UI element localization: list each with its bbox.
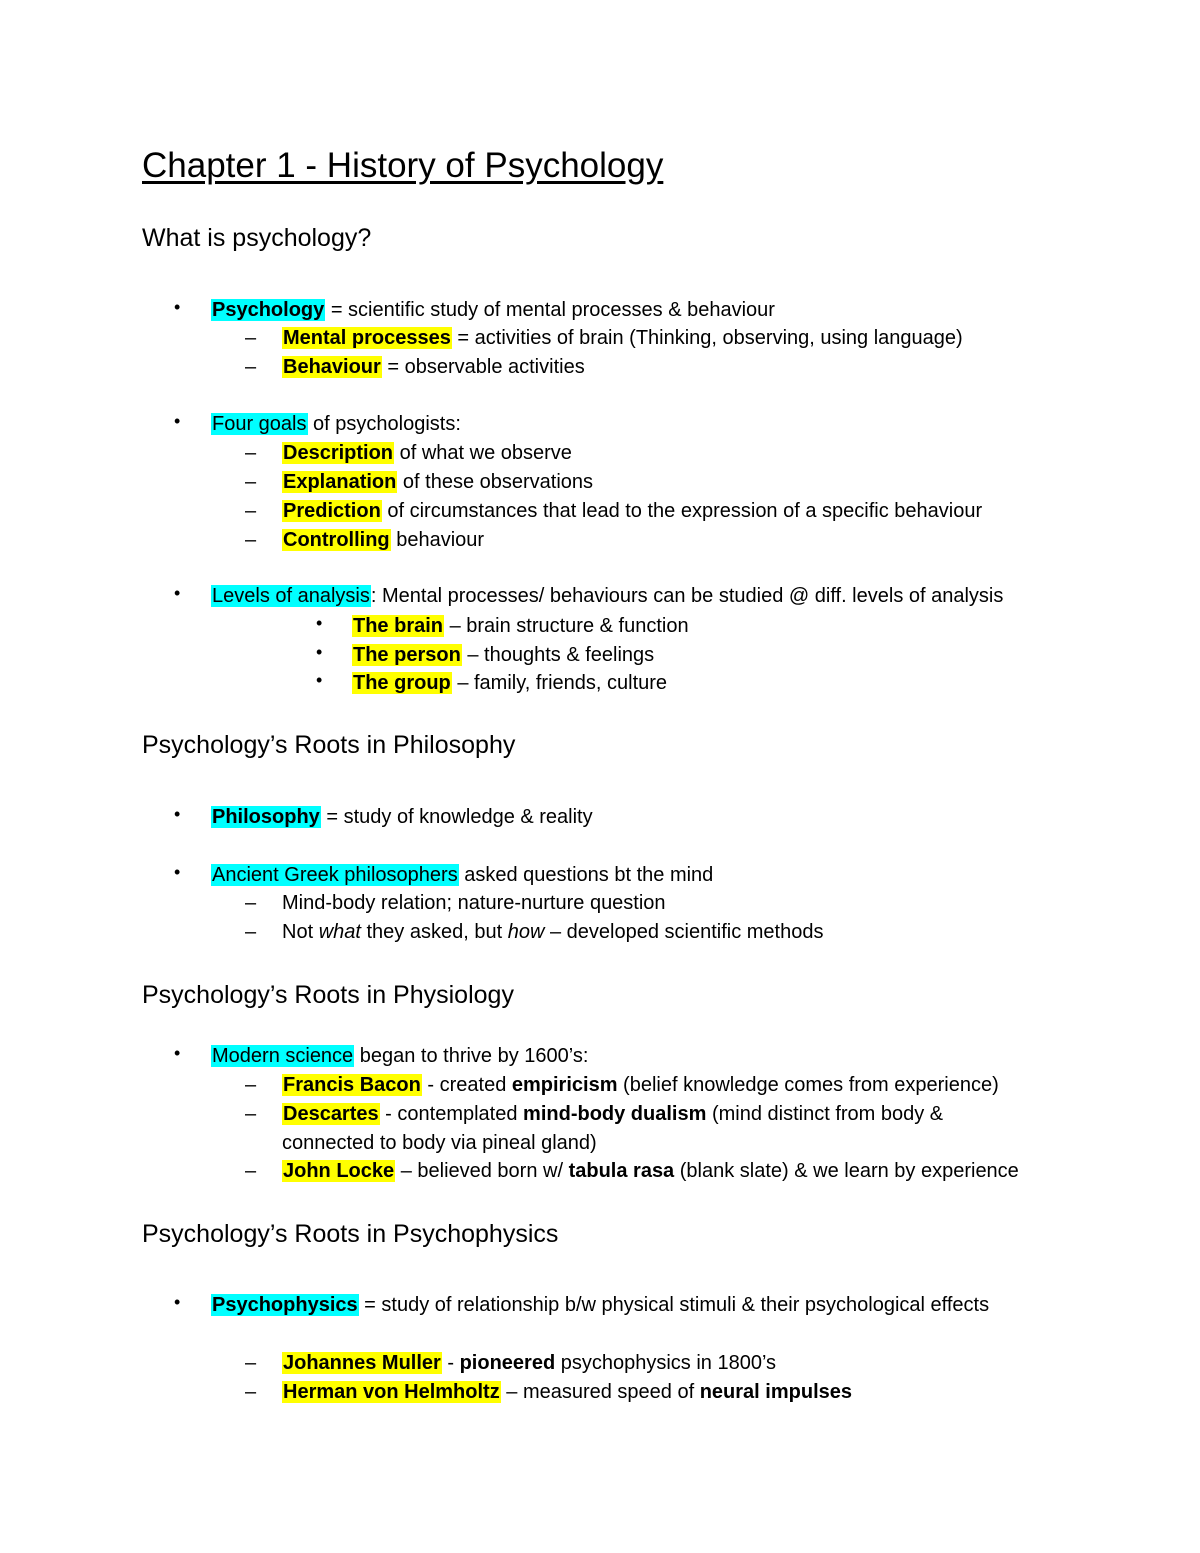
- bold-term: empiricism: [511, 1074, 618, 1096]
- dash-icon: –: [245, 442, 257, 464]
- bullet-icon: •: [174, 297, 181, 317]
- highlighted-term: Descartes: [283, 1103, 379, 1125]
- highlighted-term: John Locke: [283, 1160, 395, 1182]
- bullet-icon: •: [174, 1292, 181, 1312]
- item-text: (mind distinct from body &: [706, 1103, 944, 1125]
- item-text: = observable activities: [381, 356, 585, 378]
- item-text: – family, friends, culture: [451, 672, 668, 694]
- section-heading-physiology: Psychology’s Roots in Physiology: [142, 981, 514, 1009]
- dash-icon: –: [245, 471, 257, 493]
- item-text: of circumstances that lead to the expression of a specific behaviour: [381, 500, 983, 522]
- dash-icon: –: [245, 500, 257, 522]
- item-text: Not: [282, 921, 319, 943]
- bullet-icon: •: [174, 862, 181, 882]
- item-text: - contemplated: [379, 1103, 524, 1125]
- item-text: : Mental processes/ behaviours can be studied @ diff. levels of analysis: [370, 585, 1004, 607]
- bold-term: mind-body dualism: [523, 1103, 707, 1125]
- item-text: = scientific study of mental processes & behaviour: [325, 299, 775, 321]
- item-text: behaviour: [390, 529, 485, 551]
- highlighted-term: Behaviour: [283, 356, 381, 378]
- bullet-icon: •: [174, 804, 181, 824]
- bullet-icon: •: [316, 670, 323, 690]
- highlighted-term: Psychophysics: [212, 1294, 358, 1316]
- dash-icon: –: [245, 529, 257, 551]
- section-heading-philosophy: Psychology’s Roots in Philosophy: [142, 731, 516, 759]
- highlighted-term: Psychology: [212, 299, 325, 321]
- dash-icon: –: [245, 1103, 257, 1125]
- item-text: -: [441, 1352, 460, 1374]
- page-title: Chapter 1 - History of Psychology: [142, 146, 664, 185]
- bold-term: pioneered: [459, 1352, 556, 1374]
- bullet-icon: •: [316, 613, 323, 633]
- item-text: – brain structure & function: [444, 615, 689, 637]
- dash-icon: –: [245, 327, 257, 349]
- highlighted-term: The group: [353, 672, 451, 694]
- item-text: – thoughts & feelings: [461, 644, 655, 666]
- item-text: = study of relationship b/w physical stimuli & their psychological effects: [358, 1294, 990, 1316]
- dash-icon: –: [245, 921, 257, 943]
- highlighted-term: Levels of analysis: [212, 585, 370, 607]
- item-text: asked questions bt the mind: [458, 864, 714, 886]
- item-text: (belief knowledge comes from experience): [617, 1074, 999, 1096]
- item-text: – measured speed of: [500, 1381, 700, 1403]
- bold-term: neural impulses: [699, 1381, 852, 1403]
- item-text: they asked, but: [360, 921, 508, 943]
- bullet-icon: •: [174, 411, 181, 431]
- item-text: of what we observe: [394, 442, 572, 464]
- highlighted-term: Francis Bacon: [283, 1074, 421, 1096]
- emphasis-text: what: [318, 921, 361, 943]
- bullet-icon: •: [316, 642, 323, 662]
- item-text: of psychologists:: [307, 413, 461, 435]
- item-text: – believed born w/: [395, 1160, 569, 1182]
- highlighted-term: Ancient Greek philosophers: [212, 864, 458, 886]
- item-text-continuation: connected to body via pineal gland): [282, 1132, 597, 1154]
- highlighted-term: Modern science: [212, 1045, 354, 1067]
- item-text: Mind-body relation; nature-nurture question: [282, 892, 666, 914]
- section-heading-what-is-psychology: What is psychology?: [142, 224, 372, 252]
- item-text: - created: [421, 1074, 512, 1096]
- item-text: began to thrive by 1600’s:: [354, 1045, 589, 1067]
- dash-icon: –: [245, 1074, 257, 1096]
- item-text: of these observations: [397, 471, 594, 493]
- highlighted-term: Four goals: [212, 413, 307, 435]
- highlighted-term: The person: [353, 644, 461, 666]
- dash-icon: –: [245, 1160, 257, 1182]
- item-text: – developed scientific methods: [544, 921, 824, 943]
- item-text: psychophysics in 1800’s: [555, 1352, 777, 1374]
- highlighted-term: Prediction: [283, 500, 381, 522]
- highlighted-term: Explanation: [283, 471, 397, 493]
- dash-icon: –: [245, 1352, 257, 1374]
- item-text: = activities of brain (Thinking, observing, using language): [451, 327, 963, 349]
- dash-icon: –: [245, 356, 257, 378]
- highlighted-term: The brain: [353, 615, 444, 637]
- dash-icon: –: [245, 1381, 257, 1403]
- highlighted-term: Herman von Helmholtz: [283, 1381, 500, 1403]
- highlighted-term: Philosophy: [212, 806, 320, 828]
- dash-icon: –: [245, 892, 257, 914]
- highlighted-term: Mental processes: [283, 327, 451, 349]
- bold-term: tabula rasa: [568, 1160, 675, 1182]
- emphasis-text: how: [507, 921, 545, 943]
- section-heading-psychophysics: Psychology’s Roots in Psychophysics: [142, 1220, 559, 1248]
- bullet-icon: •: [174, 1043, 181, 1063]
- highlighted-term: Johannes Muller: [283, 1352, 441, 1374]
- highlighted-term: Description: [283, 442, 394, 464]
- highlighted-term: Controlling: [283, 529, 390, 551]
- item-text: = study of knowledge & reality: [320, 806, 593, 828]
- bullet-icon: •: [174, 583, 181, 603]
- item-text: (blank slate) & we learn by experience: [674, 1160, 1019, 1182]
